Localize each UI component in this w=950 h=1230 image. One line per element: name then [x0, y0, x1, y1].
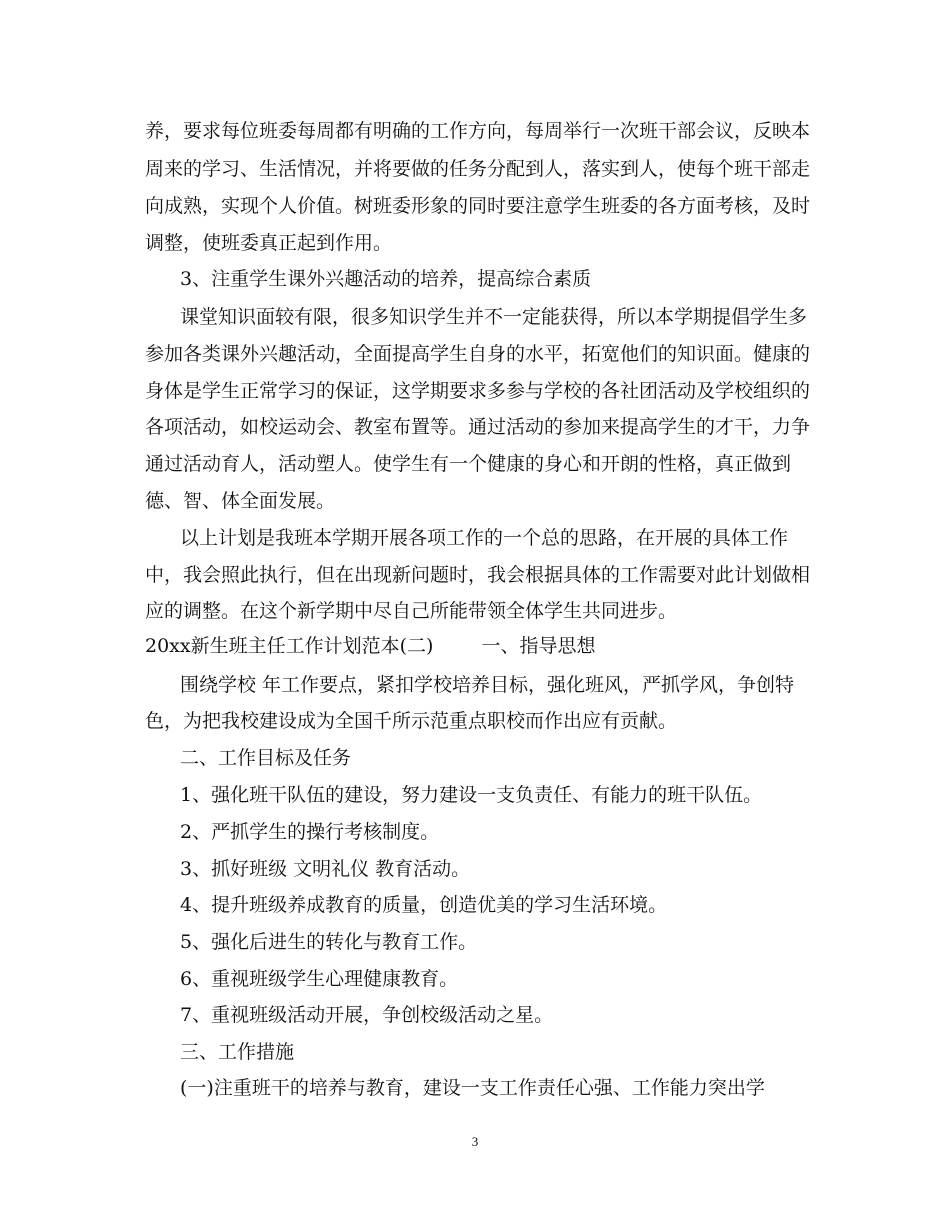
- paragraph-line: 色，为把我校建设成为全国千所示范重点职校而作出应有贡献。: [145, 710, 678, 732]
- document-heading: [145, 633, 595, 659]
- paragraph-line: 德、智、体全面发展。: [145, 490, 336, 512]
- list-item: 5、强化后进生的转化与教育工作。: [180, 931, 478, 953]
- paragraph-line: 围绕学校 年工作要点，紧扣学校培养目标，强化班风，严抓学风，争创特: [180, 674, 795, 696]
- document-title: 20xx新生班主任工作计划范本(二): [145, 635, 434, 657]
- paragraph-line: (一)注重班干的培养与教育，建设一支工作责任心强、工作能力突出学: [180, 1077, 765, 1099]
- list-item: 1、强化班干队伍的建设，努力建设一支负责任、有能力的班干队伍。: [180, 784, 763, 806]
- list-item: 4、提升班级养成教育的质量，创造优美的学习生活环境。: [180, 894, 668, 916]
- paragraph-line: 参加各类课外兴趣活动，全面提高学生自身的水平，拓宽他们的知识面。健康的: [145, 343, 811, 365]
- list-item: 6、重视班级学生心理健康教育。: [180, 968, 459, 990]
- paragraph-line: 周来的学习、生活情况，并将要做的任务分配到人，落实到人，使每个班干部走: [145, 158, 811, 180]
- paragraph-line: 中，我会照此执行，但在出现新问题时，我会根据具体的工作需要对此计划做相: [145, 564, 811, 586]
- paragraph-line: 调整，使班委真正起到作用。: [145, 232, 393, 254]
- section-heading: 3、注重学生课外兴趣活动的培养，提高综合素质: [180, 268, 592, 290]
- section-title: 一、指导思想: [481, 635, 596, 657]
- paragraph-line: 以上计划是我班本学期开展各项工作的一个总的思路，在开展的具体工作: [180, 527, 789, 549]
- section-heading: 三、工作措施: [180, 1041, 295, 1063]
- section-heading: 二、工作目标及任务: [180, 747, 352, 769]
- paragraph-line: 应的调整。在这个新学期中尽自己所能带领全体学生共同进步。: [145, 600, 678, 622]
- page-number: 3: [471, 1134, 479, 1149]
- list-item: 3、抓好班级 文明礼仪 教育活动。: [180, 858, 471, 880]
- list-item: 7、重视班级活动开展，争创校级活动之星。: [180, 1004, 554, 1026]
- paragraph-line: 各项活动，如校运动会、教室布置等。通过活动的参加来提高学生的才干，力争: [145, 416, 811, 438]
- paragraph-line: 养，要求每位班委每周都有明确的工作方向，每周举行一次班干部会议，反映本: [145, 120, 811, 142]
- paragraph-line: 身体是学生正常学习的保证，这学期要求多参与学校的各社团活动及学校组织的: [145, 380, 811, 402]
- paragraph-line: 通过活动育人，活动塑人。使学生有一个健康的身心和开朗的性格，真正做到: [145, 453, 792, 475]
- list-item: 2、严抓学生的操行考核制度。: [180, 821, 440, 843]
- paragraph-line: 向成熟，实现个人价值。树班委形象的同时要注意学生班委的各方面考核，及时: [145, 195, 811, 217]
- paragraph-line: 课堂知识面较有限，很多知识学生并不一定能获得，所以本学期提倡学生多: [180, 306, 808, 328]
